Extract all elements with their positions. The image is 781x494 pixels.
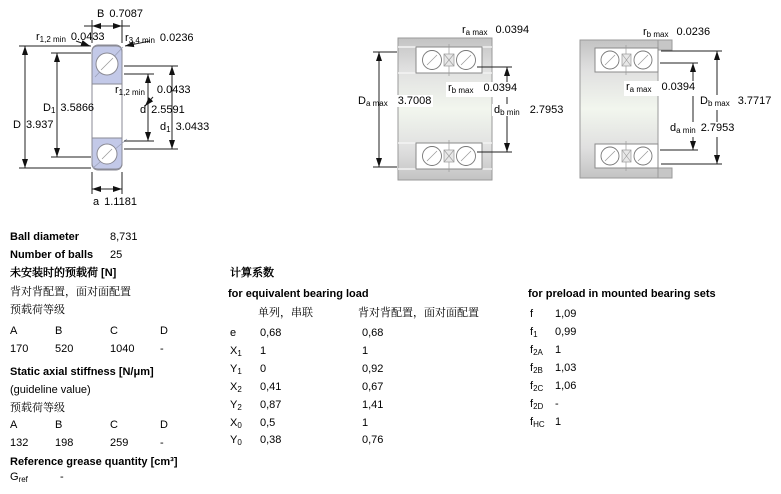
stiffness-class-label: 预载荷等级 [10, 402, 65, 414]
dim-rb-max-right: rb max 0.0236 [643, 26, 711, 39]
dim-da-min-value: 2.7953 [700, 122, 735, 134]
preload-col-header: B [55, 325, 63, 337]
factor-symbol: fHC [530, 416, 545, 429]
calc-row-symbol: e [230, 327, 237, 339]
calc-row-value1: 0,68 [260, 327, 282, 339]
calc-row-value2: 1 [362, 417, 369, 429]
preload-col-header: A [10, 325, 18, 337]
dim-a: a 1.1181 [93, 196, 137, 208]
dim-rb-max-mid: rb max 0.0394 [446, 82, 521, 97]
factor-symbol: f2A [530, 344, 543, 357]
calc-row-value2: 0,92 [362, 363, 384, 375]
factor-symbol: f2B [530, 362, 543, 375]
calc-row-value1: 0 [260, 363, 267, 375]
calc-row-value2: 1,41 [362, 399, 384, 411]
calc-row-value2: 0,67 [362, 381, 384, 393]
stiffness-title: Static axial stiffness [N/μm] [10, 366, 154, 378]
preload-value: - [160, 343, 164, 355]
preload-value: 170 [10, 343, 29, 355]
calc-col2-header: 背对背配置，面对面配置 [358, 307, 479, 319]
dim-db-min: db min 2.7953 [494, 104, 564, 117]
preload-class-label: 预载荷等级 [10, 304, 65, 316]
dim-rb-max-mid-value: 0.0394 [483, 82, 518, 94]
dim-d1-value: 3.0433 [175, 121, 210, 133]
dim-rb-max-right-value: 0.0236 [676, 26, 711, 38]
stiffness-value: - [160, 437, 164, 449]
preload-col-header: C [110, 325, 118, 337]
factor-value: 1,09 [555, 308, 577, 320]
dim-r34-value: 0.0236 [159, 32, 194, 44]
dim-d1: d1 3.0433 [160, 121, 210, 134]
calc-row-value2: 1 [362, 345, 369, 357]
preload-unmounted-title: 未安装时的预载荷 [N] [10, 267, 117, 279]
dim-ra-max-right: ra max 0.0394 [624, 81, 699, 96]
stiffness-col-header: C [110, 419, 118, 431]
grease-title: Reference grease quantity [cm³] [10, 456, 178, 468]
dim-r12-mid-value: 0.0433 [156, 84, 191, 96]
calc-row-value1: 0,41 [260, 381, 282, 393]
factor-value: 1,06 [555, 380, 577, 392]
dim-D1-value: 3.5866 [60, 102, 95, 114]
calc-row-symbol: X0 [230, 417, 242, 430]
dim-ra-max-mid-value: 0.0394 [495, 24, 530, 36]
dim-r12-mid: r1,2 min 0.0433 [115, 84, 191, 97]
dim-D-value: 3.937 [25, 119, 54, 131]
stiffness-subtitle: (guideline value) [10, 384, 91, 396]
dim-Da-max: Da max 3.7008 [358, 95, 432, 108]
calc-row-value2: 0,68 [362, 327, 384, 339]
factor-value: 1 [555, 344, 562, 356]
dim-ra-max-right-value: 0.0394 [661, 81, 696, 93]
ball-diameter-value: 8,731 [110, 231, 138, 243]
preload-value: 1040 [110, 343, 135, 355]
dim-Da-max-value: 3.7008 [397, 95, 432, 107]
stiffness-value: 259 [110, 437, 129, 449]
stiffness-col-header: D [160, 419, 168, 431]
ball-diameter-label: Ball diameter [10, 231, 80, 243]
dim-B-value: 0.7087 [109, 8, 143, 20]
calc-row-symbol: Y2 [230, 399, 242, 412]
dim-d: d 2.5591 [140, 104, 185, 116]
factor-symbol: f2C [530, 380, 544, 393]
calc-row-symbol: X2 [230, 381, 242, 394]
dim-Db-max: Db max 3.7717 [700, 95, 772, 108]
factor-symbol: f2D [530, 398, 544, 411]
dim-da-min: da min 2.7953 [670, 122, 735, 135]
preload-mounted-title: for preload in mounted bearing sets [528, 288, 716, 300]
grease-value: - [60, 471, 64, 483]
dim-d-value: 2.5591 [151, 104, 185, 116]
dim-B-symbol: B [97, 8, 105, 20]
calc-row-symbol: Y1 [230, 363, 242, 376]
calc-row-value1: 0,5 [260, 417, 276, 429]
grease-symbol: Gref [10, 471, 28, 484]
factor-value: 0,99 [555, 326, 577, 338]
calc-col1-header: 单列，串联 [258, 307, 313, 319]
number-of-balls-label: Number of balls [10, 249, 94, 261]
preload-col-header: D [160, 325, 168, 337]
dim-db-min-value: 2.7953 [529, 104, 564, 116]
factor-symbol: f [530, 308, 534, 320]
calc-row-value1: 1 [260, 345, 267, 357]
dim-a-value: 1.1181 [104, 196, 137, 208]
calc-title: 计算系数 [230, 267, 274, 279]
dim-ra-max-mid: ra max 0.0394 [462, 24, 530, 37]
calc-row-symbol: Y0 [230, 434, 242, 447]
calc-row-symbol: X1 [230, 345, 242, 358]
dim-Db-max-value: 3.7717 [737, 95, 772, 107]
stiffness-value: 198 [55, 437, 74, 449]
dim-B [97, 8, 143, 21]
stiffness-col-header: B [55, 419, 63, 431]
stiffness-col-header: A [10, 419, 18, 431]
dim-r34: r3,4 min 0.0236 [125, 32, 194, 45]
calc-row-value1: 0,87 [260, 399, 282, 411]
number-of-balls-value: 25 [110, 249, 123, 261]
factor-symbol: f1 [530, 326, 538, 339]
calc-equiv-title: for equivalent bearing load [228, 288, 369, 300]
preload-value: 520 [55, 343, 74, 355]
calc-row-value1: 0,38 [260, 434, 282, 446]
preload-unmounted-subtitle: 背对背配置，面对面配置 [10, 286, 131, 298]
factor-value: 1,03 [555, 362, 577, 374]
dim-r12-top: r1,2 min 0.0433 [36, 31, 105, 44]
factor-value: - [555, 398, 559, 410]
calc-row-value2: 0,76 [362, 434, 384, 446]
stiffness-value: 132 [10, 437, 29, 449]
factor-value: 1 [555, 416, 562, 428]
dim-D: D 3.937 [13, 119, 54, 131]
dim-D1: D1 3.5866 [43, 102, 95, 115]
dim-r12-top-value: 0.0433 [70, 31, 105, 43]
